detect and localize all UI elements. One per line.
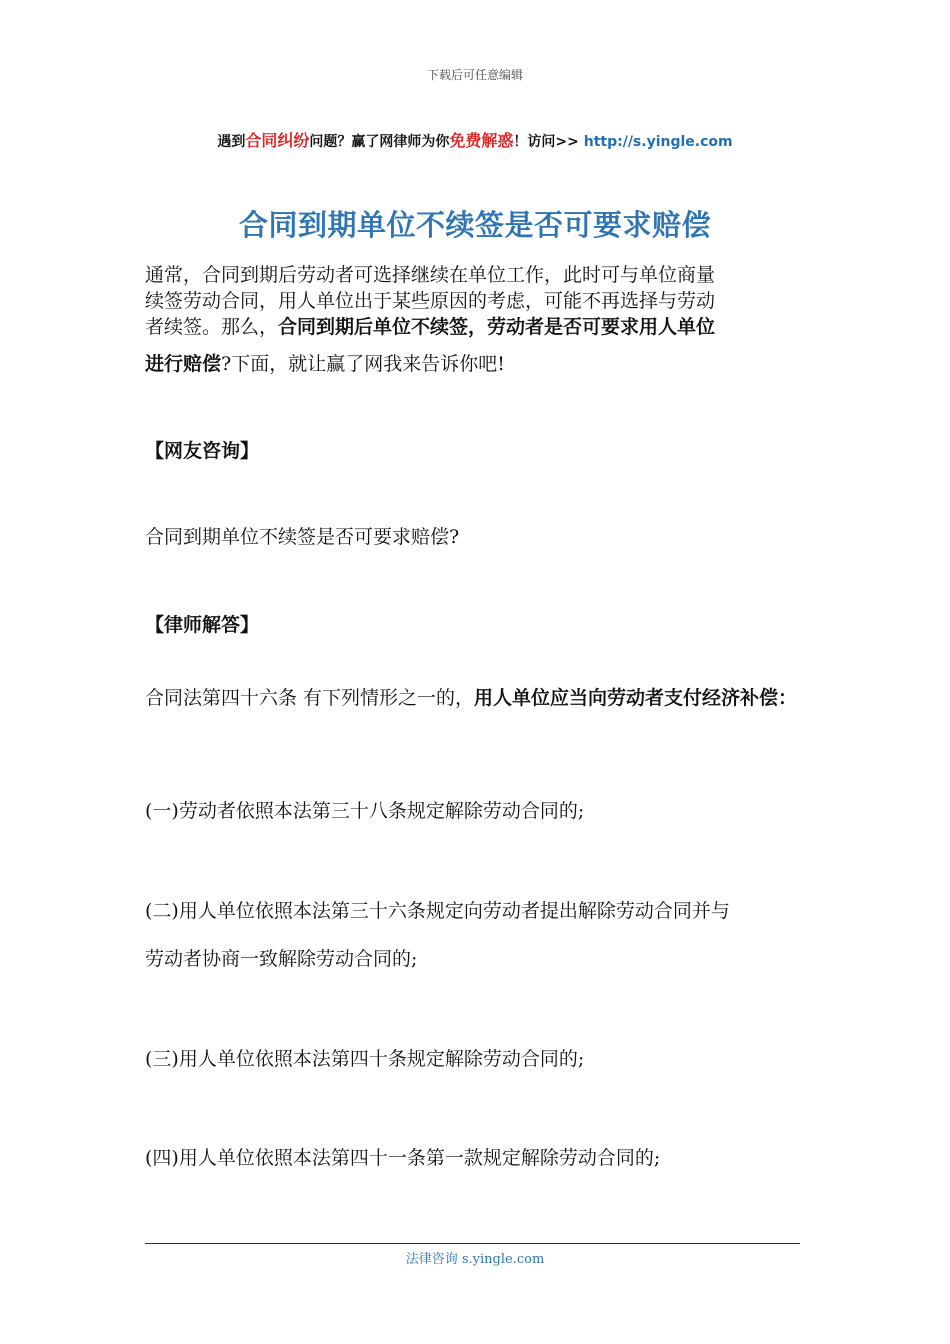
page-header-note: 下载后可任意编辑 bbox=[426, 68, 523, 82]
intro-line: 续签劳动合同，用人单位出于某些原因的考虑，可能不再选择与劳动 bbox=[145, 290, 716, 312]
intro-line: 者续签。那么， bbox=[145, 316, 279, 338]
answer-lead bbox=[145, 685, 810, 711]
answer-item-4: (四)用人单位依照本法第四十一条第一款规定解除劳动合同的; bbox=[145, 1147, 661, 1169]
answer-item-2-continued: 劳动者协商一致解除劳动合同的; bbox=[145, 948, 418, 970]
answer-item-2: (二)用人单位依照本法第三十六条规定向劳动者提出解除劳动合同并与 bbox=[145, 900, 730, 922]
consult-heading: 【网友咨询】 bbox=[145, 440, 260, 462]
intro-emphasis: 合同到期后单位不续签，劳动者是否可要求用人单位 bbox=[278, 316, 716, 338]
intro-paragraph bbox=[145, 262, 810, 382]
answer-item-1: (一)劳动者依照本法第三十八条规定解除劳动合同的; bbox=[145, 800, 585, 822]
document-title: 合同到期单位不续签是否可要求赔偿 bbox=[238, 208, 711, 242]
footer-divider bbox=[145, 1243, 800, 1244]
answer-item-3: (三)用人单位依照本法第四十条规定解除劳动合同的; bbox=[145, 1048, 585, 1070]
consult-question: 合同到期单位不续签是否可要求赔偿? bbox=[145, 526, 460, 548]
intro-emphasis: 进行赔偿 bbox=[145, 353, 222, 375]
promo-text: ！访问>> bbox=[513, 134, 584, 150]
promo-banner bbox=[0, 128, 950, 151]
answer-heading: 【律师解答】 bbox=[145, 614, 260, 636]
page-footer: 法律咨询 s.yingle.com bbox=[405, 1252, 545, 1267]
answer-lead-text: 合同法第四十六条 有下列情形之一的， bbox=[145, 687, 475, 709]
intro-line: 通常，合同到期后劳动者可选择继续在单位工作，此时可与单位商量 bbox=[145, 264, 716, 286]
intro-line: ?下面，就让赢了网我来告诉你吧! bbox=[221, 353, 505, 375]
answer-lead-emphasis: 用人单位应当向劳动者支付经济补偿： bbox=[474, 687, 798, 709]
promo-link[interactable]: http://s.yingle.com bbox=[583, 134, 733, 150]
promo-text: 遇到 bbox=[217, 134, 246, 150]
promo-highlight-free: 免费解惑 bbox=[449, 131, 514, 150]
promo-text: 问题？赢了网律师为你 bbox=[309, 134, 450, 150]
promo-highlight-topic: 合同纠纷 bbox=[245, 131, 310, 150]
